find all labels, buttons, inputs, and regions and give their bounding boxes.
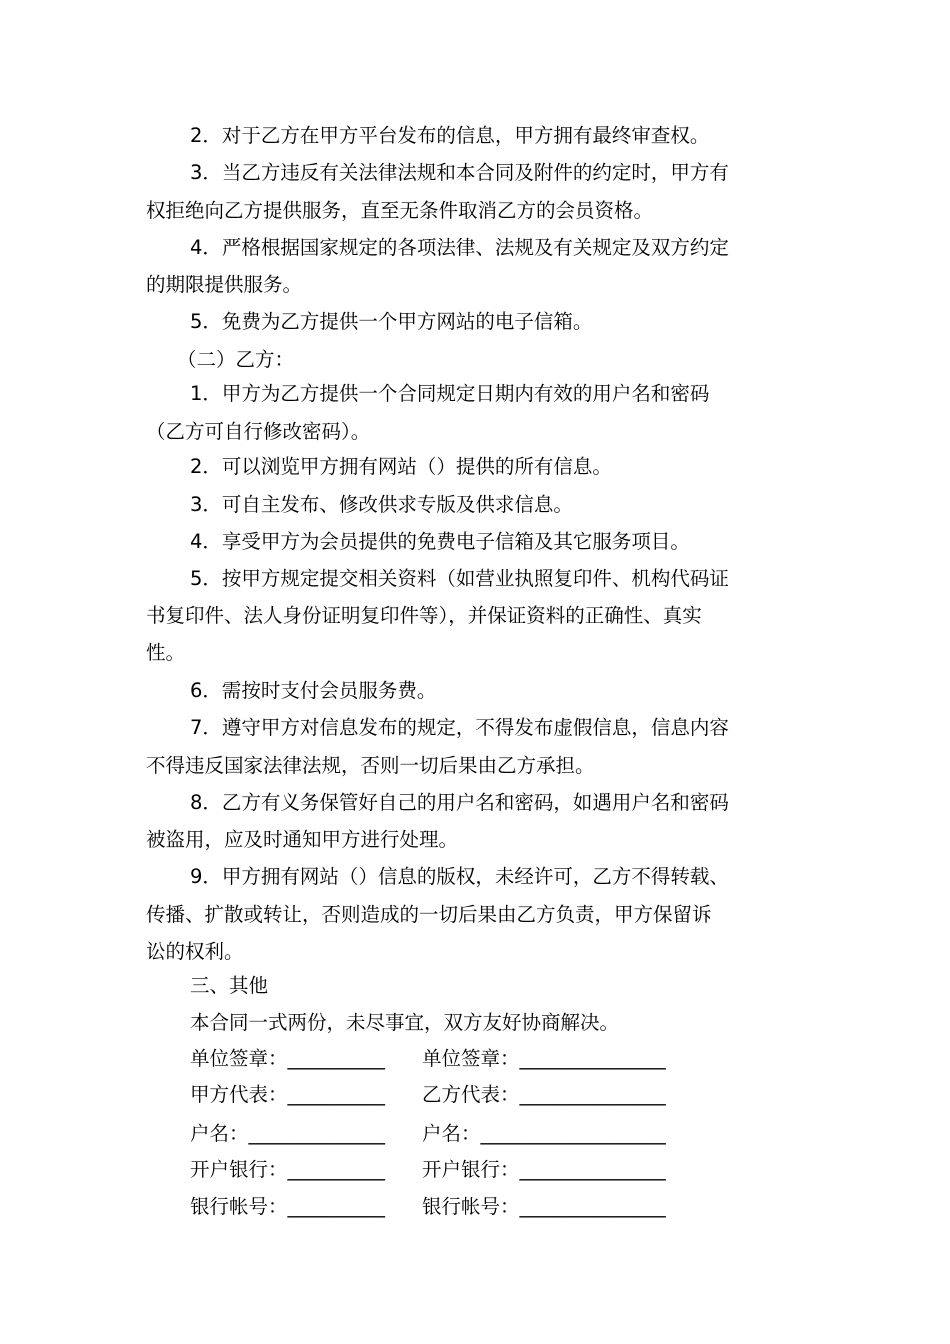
party-b-item-9-line-1: 9．甲方拥有网站（）信息的版权，未经许可，乙方不得转载、 xyxy=(190,865,729,888)
signature-right: 户名：___________________ xyxy=(422,1122,666,1145)
party-b-item-9-line-2: 传播、扩散或转让，否则造成的一切后果由乙方负责，甲方保留诉 xyxy=(146,903,712,926)
signature-right: 乙方代表：_______________ xyxy=(422,1083,666,1106)
signature-left: 甲方代表：__________ xyxy=(190,1083,386,1106)
signature-right: 单位签章：_______________ xyxy=(422,1047,666,1070)
party-b-item-8-line-2: 被盗用，应及时通知甲方进行处理。 xyxy=(146,828,459,851)
party-b-item-1-line-2: （乙方可自行修改密码）。 xyxy=(146,420,371,443)
party-a-item-2: 2．对于乙方在甲方平台发布的信息，甲方拥有最终审查权。 xyxy=(190,124,710,147)
party-a-item-4-line-2: 的期限提供服务。 xyxy=(146,273,303,296)
signature-right: 开户银行：_______________ xyxy=(422,1158,666,1181)
signature-row xyxy=(190,1040,666,1078)
party-b-item-2: 2．可以浏览甲方拥有网站（）提供的所有信息。 xyxy=(190,455,612,478)
party-b-item-7-line-2: 不得违反国家法律法规，否则一切后果由乙方承担。 xyxy=(146,754,595,777)
party-b-item-4: 4．享受甲方为会员提供的免费电子信箱及其它服务项目。 xyxy=(190,530,690,553)
signature-left: 开户银行：__________ xyxy=(190,1158,386,1181)
party-b-item-5-line-3: 性。 xyxy=(146,641,186,664)
other-text: 本合同一式两份，未尽事宜，双方友好协商解决。 xyxy=(190,1011,620,1034)
signature-left: 单位签章：__________ xyxy=(190,1047,386,1070)
party-a-item-3-line-1: 3．当乙方违反有关法律法规和本合同及附件的约定时，甲方有 xyxy=(190,161,729,184)
signature-row xyxy=(190,1188,666,1226)
party-b-item-1-line-1: 1．甲方为乙方提供一个合同规定日期内有效的用户名和密码 xyxy=(190,382,710,405)
party-a-item-4-line-1: 4．严格根据国家规定的各项法律、法规及有关规定及双方约定 xyxy=(190,236,729,259)
party-b-item-5-line-2: 书复印件、法人身份证明复印件等），并保证资料的正确性、真实 xyxy=(146,604,702,627)
party-b-item-9-line-3: 讼的权利。 xyxy=(146,940,244,963)
signature-left: 户名：______________ xyxy=(190,1122,386,1145)
party-a-item-5: 5．免费为乙方提供一个甲方网站的电子信箱。 xyxy=(190,310,593,333)
party-b-item-3: 3．可自主发布、修改供求专版及供求信息。 xyxy=(190,493,573,516)
signature-left: 银行帐号：__________ xyxy=(190,1195,386,1218)
party-b-item-6: 6．需按时支付会员服务费。 xyxy=(190,679,437,702)
party-b-item-5-line-1: 5．按甲方规定提交相关资料（如营业执照复印件、机构代码证 xyxy=(190,567,729,590)
signature-row xyxy=(190,1151,666,1189)
party-a-item-3-line-2: 权拒绝向乙方提供服务，直至无条件取消乙方的会员资格。 xyxy=(146,199,654,222)
party-b-heading: （二）乙方： xyxy=(177,348,295,371)
signature-right: 银行帐号：_______________ xyxy=(422,1195,666,1218)
signature-row xyxy=(190,1115,666,1153)
other-heading: 三、其他 xyxy=(190,974,269,997)
party-b-item-8-line-1: 8．乙方有义务保管好自己的用户名和密码，如遇用户名和密码 xyxy=(190,791,729,814)
party-b-item-7-line-1: 7．遵守甲方对信息发布的规定，不得发布虚假信息，信息内容 xyxy=(190,716,729,739)
signature-row xyxy=(190,1076,666,1114)
